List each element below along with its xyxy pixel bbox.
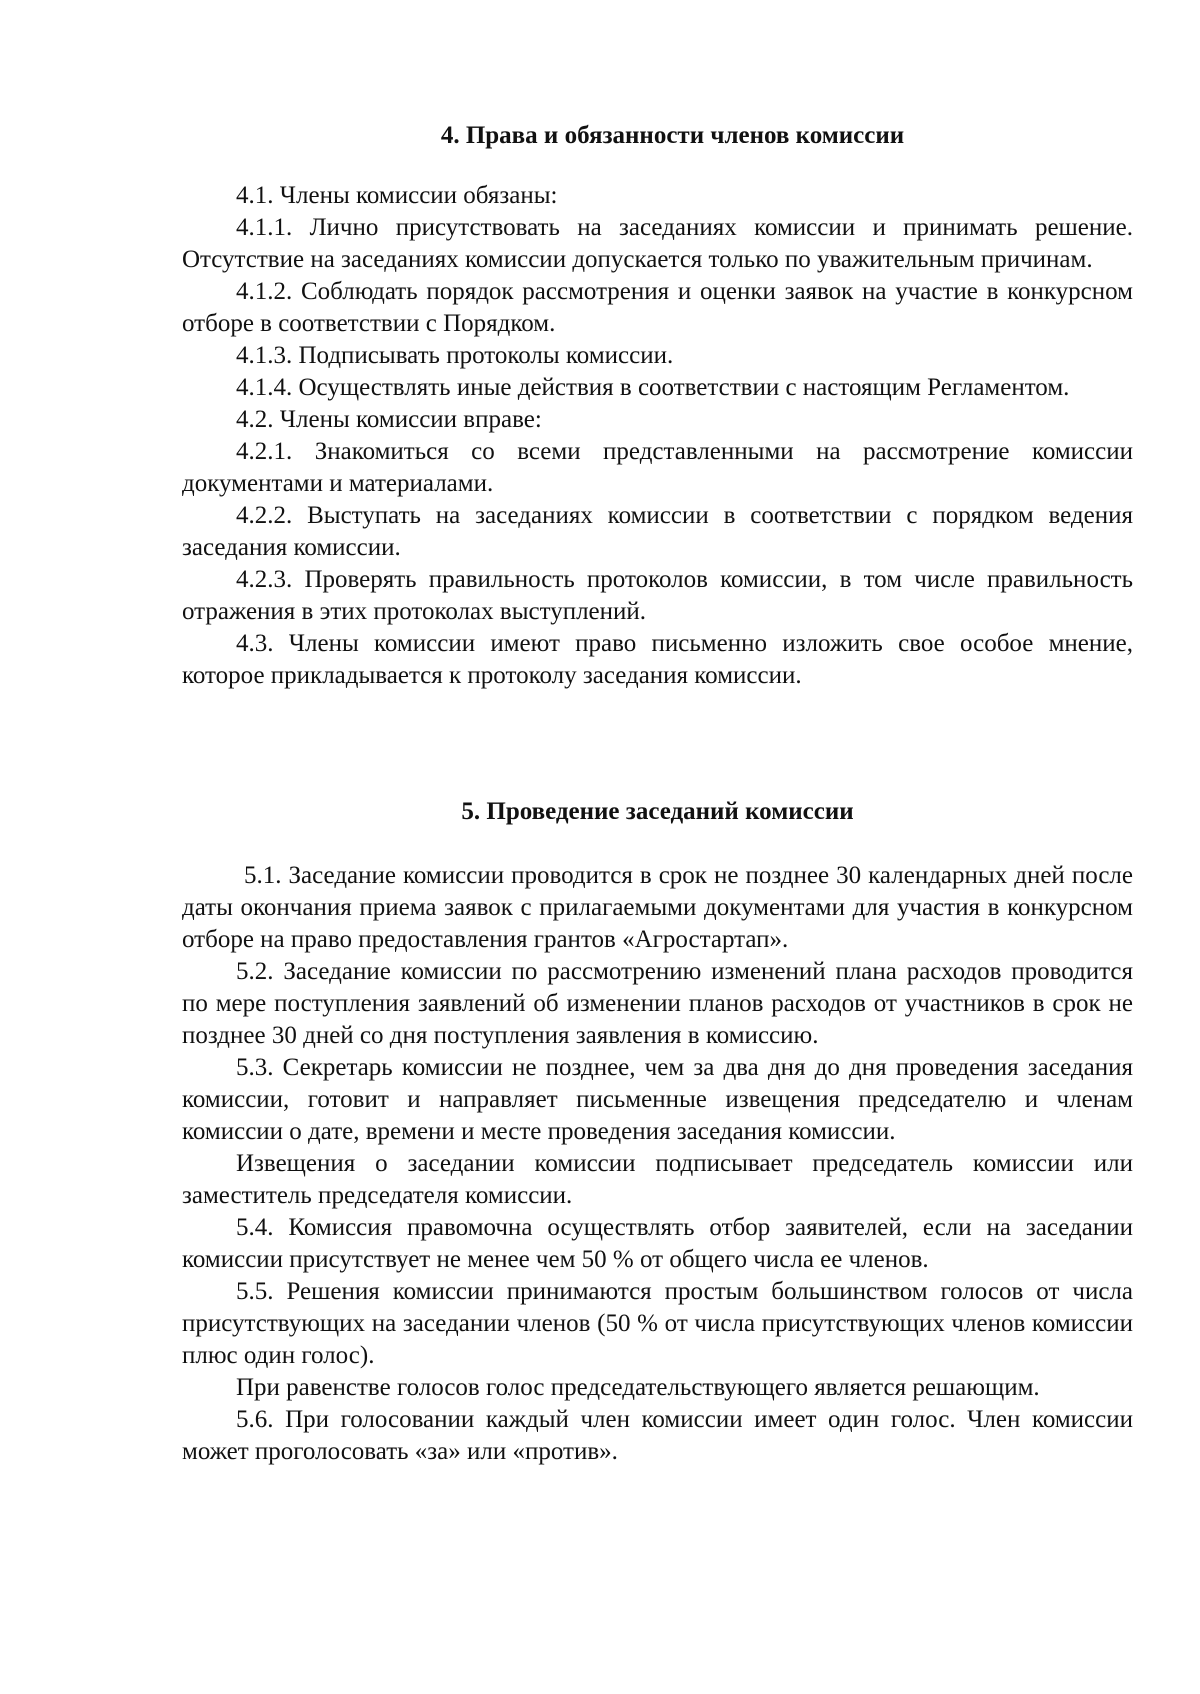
paragraph-4-2-3: 4.2.3. Проверять правильность протоколов комиссии, в том числе правильность отражения в этих протоколах выступлений. [182, 566, 1133, 625]
paragraph-5-3: 5.3. Секретарь комиссии не позднее, чем за два дня до дня проведения заседания комиссии, готовит и направляет письменные извещения председателю и членам комиссии о дате, времени и месте проведения заседания комиссии. [182, 1054, 1133, 1145]
section-4-heading: 4. Права и обязанности членов комиссии [440, 122, 905, 149]
paragraph-notice-signing: Извещения о заседании комиссии подписывает председатель комиссии или заместитель председателя комиссии. [182, 1150, 1133, 1209]
paragraph-4-2-1: 4.2.1. Знакомиться со всеми представленными на рассмотрение комиссии документами и материалами. [182, 438, 1133, 497]
section-5-body [182, 860, 1133, 1468]
paragraph-4-1-4: 4.1.4. Осуществлять иные действия в соответствии с настоящим Регламентом. [236, 374, 1070, 401]
paragraph-4-3: 4.3. Члены комиссии имеют право письменно изложить свое особое мнение, которое прикладывается к протоколу заседания комиссии. [182, 630, 1133, 689]
paragraph-4-1: 4.1. Члены комиссии обязаны: [236, 182, 558, 209]
paragraph-5-2: 5.2. Заседание комиссии по рассмотрению изменений плана расходов проводится по мере поступления заявлений об изменении планов расходов от участников в срок не позднее 30 дней со дня поступления заявления в комиссию. [182, 958, 1133, 1049]
paragraph-tie-vote: При равенстве голосов голос председательствующего является решающим. [236, 1374, 1040, 1401]
paragraph-5-5: 5.5. Решения комиссии принимаются простым большинством голосов от числа присутствующих на заседании членов (50 % от числа присутствующих членов комиссии плюс один голос). [182, 1278, 1133, 1369]
paragraph-4-1-3: 4.1.3. Подписывать протоколы комиссии. [236, 342, 674, 369]
paragraph-4-2: 4.2. Члены комиссии вправе: [236, 406, 542, 433]
section-5-heading: 5. Проведение заседаний комиссии [461, 798, 854, 825]
paragraph-4-1-2: 4.1.2. Соблюдать порядок рассмотрения и оценки заявок на участие в конкурсном отборе в соответствии с Порядком. [182, 278, 1133, 337]
paragraph-5-1: 5.1. Заседание комиссии проводится в срок не позднее 30 календарных дней после даты окончания приема заявок с прилагаемыми документами для участия в конкурсном отборе на право предоставления грантов «Агростартап». [182, 862, 1133, 953]
paragraph-4-2-2: 4.2.2. Выступать на заседаниях комиссии в соответствии с порядком ведения заседания комиссии. [182, 502, 1133, 561]
paragraph-5-6: 5.6. При голосовании каждый член комиссии имеет один голос. Член комиссии может проголосовать «за» или «против». [182, 1406, 1133, 1465]
section-4-body [182, 180, 1133, 692]
paragraph-4-1-1: 4.1.1. Лично присутствовать на заседаниях комиссии и принимать решение. Отсутствие на заседаниях комиссии допускается только по уважительным причинам. [182, 214, 1133, 273]
paragraph-5-4: 5.4. Комиссия правомочна осуществлять отбор заявителей, если на заседании комиссии присутствует не менее чем 50 % от общего числа ее членов. [182, 1214, 1133, 1273]
